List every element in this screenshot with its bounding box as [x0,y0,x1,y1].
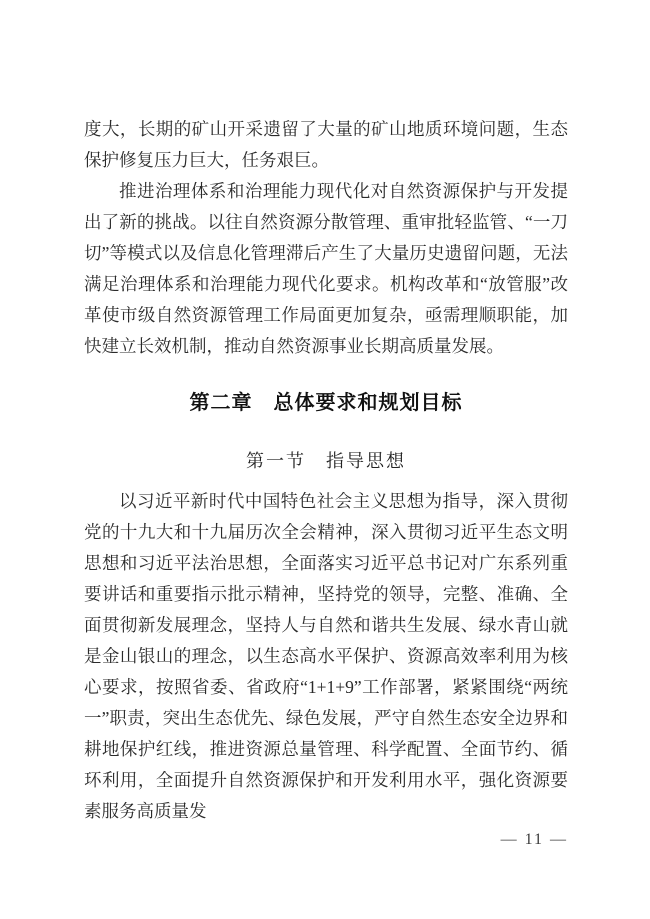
document-content [84,114,568,827]
body-paragraph-mining-continuation: 度大，长期的矿山开采遗留了大量的矿山地质环境问题，生态保护修复压力巨大，任务艰巨。 [84,119,568,170]
body-paragraph-governance-modernization: 推进治理体系和治理能力现代化对自然资源保护与开发提出了新的挑战。以往自然资源分散管理、重审批轻监管、“一刀切”等模式以及信息化管理滞后产生了大量历史遗留问题，无法满足治理体系和治理能力现代化要求。机构改革和“放管服”改革使市级自然资源管理工作局面更加复杂，亟需理顺职能，加快建立长效机制，推动自然资源事业长期高质量发展。 [84,181,568,356]
section-1-heading: 第一节 指导思想 [246,451,406,471]
body-paragraph-guiding-ideology: 以习近平新时代中国特色社会主义思想为指导，深入贯彻党的十九大和十九届历次全会精神，深入贯彻习近平生态文明思想和习近平法治思想，全面落实习近平总书记对广东系列重要讲话和重要指示批示精神，坚持党的领导，完整、准确、全面贯彻新发展理念，坚持人与自然和谐共生发展、绿水青山就是金山银山的理念，以生态高水平保护、资源高效率利用为核心要求，按照省委、省政府“1+1+9”工作部署，紧紧围绕“两统一”职责，突出生态优先、绿色发展，严守自然生态安全边界和耕地保护红线，推进资源总量管理、科学配置、全面节约、循环利用，全面提升自然资源保护和开发利用水平，强化资源要素服务高质量发 [84,491,568,821]
chapter-2-heading: 第二章 总体要求和规划目标 [189,392,463,414]
page-number: — 11 — [500,831,568,848]
